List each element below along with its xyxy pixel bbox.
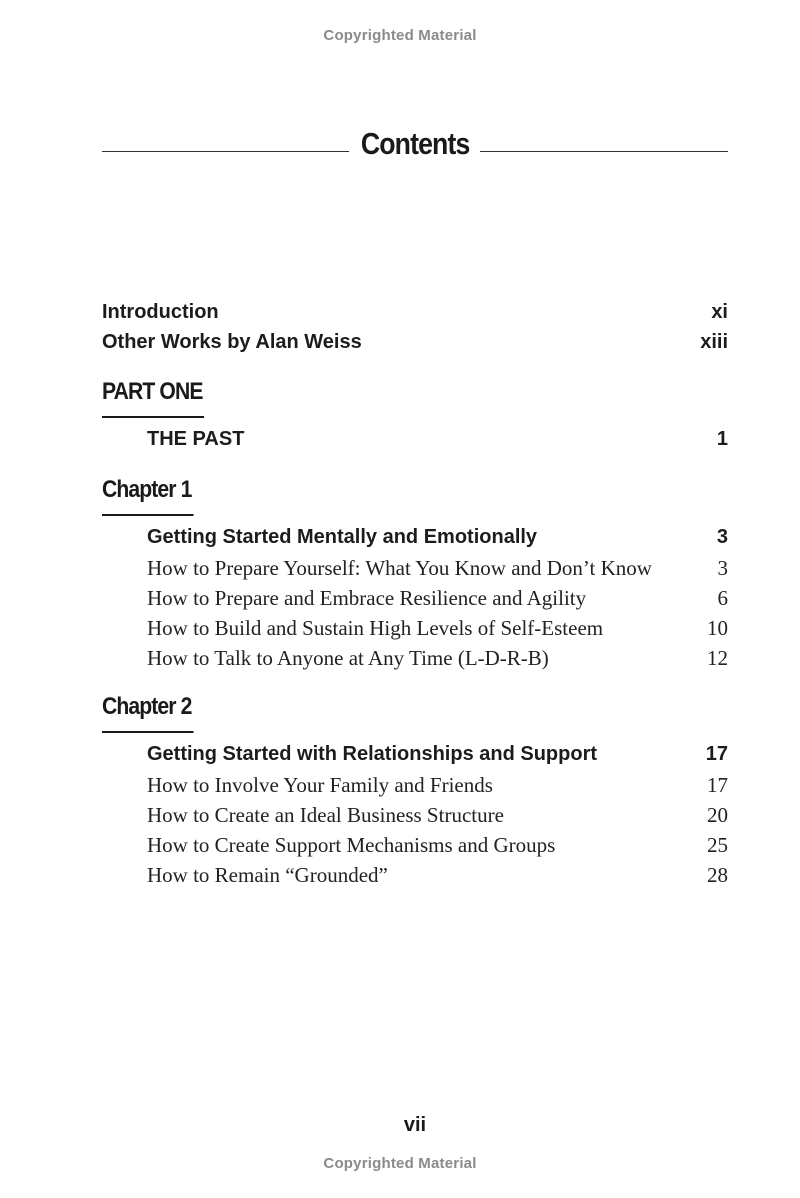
toc-entry-label: How to Remain “Grounded”: [147, 863, 388, 887]
toc-entry-label: Getting Started Mentally and Emotionally: [147, 526, 538, 548]
toc-entry-page: 25: [707, 833, 728, 857]
toc-entry-page: 17: [707, 773, 728, 797]
toc-entry[interactable]: [102, 773, 728, 799]
chapter-heading: Chapter 1: [102, 476, 193, 516]
part-heading: PART ONE: [102, 378, 204, 418]
toc-chapter-title[interactable]: [102, 526, 728, 552]
toc-entry[interactable]: [102, 863, 728, 889]
toc-entry-label: How to Create an Ideal Business Structure: [147, 803, 504, 827]
toc-entry-label: How to Talk to Anyone at Any Time (L-D-R-B): [147, 646, 549, 670]
toc-entry-page: 17: [705, 743, 728, 765]
toc-entry-page: 6: [717, 586, 728, 610]
toc-entry-label: Other Works by Alan Weiss: [102, 331, 362, 353]
watermark-top: Copyrighted Material: [323, 27, 477, 44]
toc-entry-page: 10: [707, 616, 728, 640]
toc-entry-label: How to Create Support Mechanisms and Groups: [147, 833, 556, 857]
toc-entry-page: 12: [707, 646, 728, 670]
toc-entry-page: 3: [717, 556, 728, 580]
toc-entry-page: 3: [716, 526, 728, 548]
toc-entry-other-works[interactable]: [102, 331, 728, 357]
toc-entry[interactable]: [102, 616, 728, 642]
toc-entry-page: 20: [707, 803, 728, 827]
toc-entry[interactable]: [102, 646, 728, 672]
toc-entry-page: xi: [711, 301, 728, 323]
toc-entry-label: How to Prepare and Embrace Resilience and Agility: [147, 586, 587, 610]
toc-entry[interactable]: [102, 833, 728, 859]
watermark-bottom: Copyrighted Material: [323, 1155, 477, 1172]
page-title: Contents: [360, 126, 470, 161]
toc-entry[interactable]: [102, 586, 728, 612]
toc-entry[interactable]: [102, 556, 728, 582]
toc-entry-label: How to Prepare Yourself: What You Know and Don’t Know: [147, 556, 652, 580]
page-number: vii: [403, 1114, 427, 1136]
toc-entry-label: Getting Started with Relationships and Support: [147, 743, 598, 765]
toc-entry-label: How to Build and Sustain High Levels of Self-Esteem: [147, 616, 604, 640]
toc-entry-page: 1: [716, 428, 728, 450]
toc-entry-label: THE PAST: [147, 428, 245, 450]
toc-entry-label: How to Involve Your Family and Friends: [147, 773, 493, 797]
contents-title-row: [102, 126, 728, 166]
toc-chapter-title[interactable]: [102, 743, 728, 769]
title-rule-left: [102, 151, 349, 152]
toc-entry-page: 28: [707, 863, 728, 887]
toc-entry-page: xiii: [700, 331, 728, 353]
toc-part-title[interactable]: [102, 428, 728, 454]
chapter-heading: Chapter 2: [102, 693, 193, 733]
toc-entry-label: Introduction: [102, 301, 219, 323]
title-rule-right: [480, 151, 728, 152]
toc-entry[interactable]: [102, 803, 728, 829]
toc-entry-introduction[interactable]: [102, 301, 728, 327]
